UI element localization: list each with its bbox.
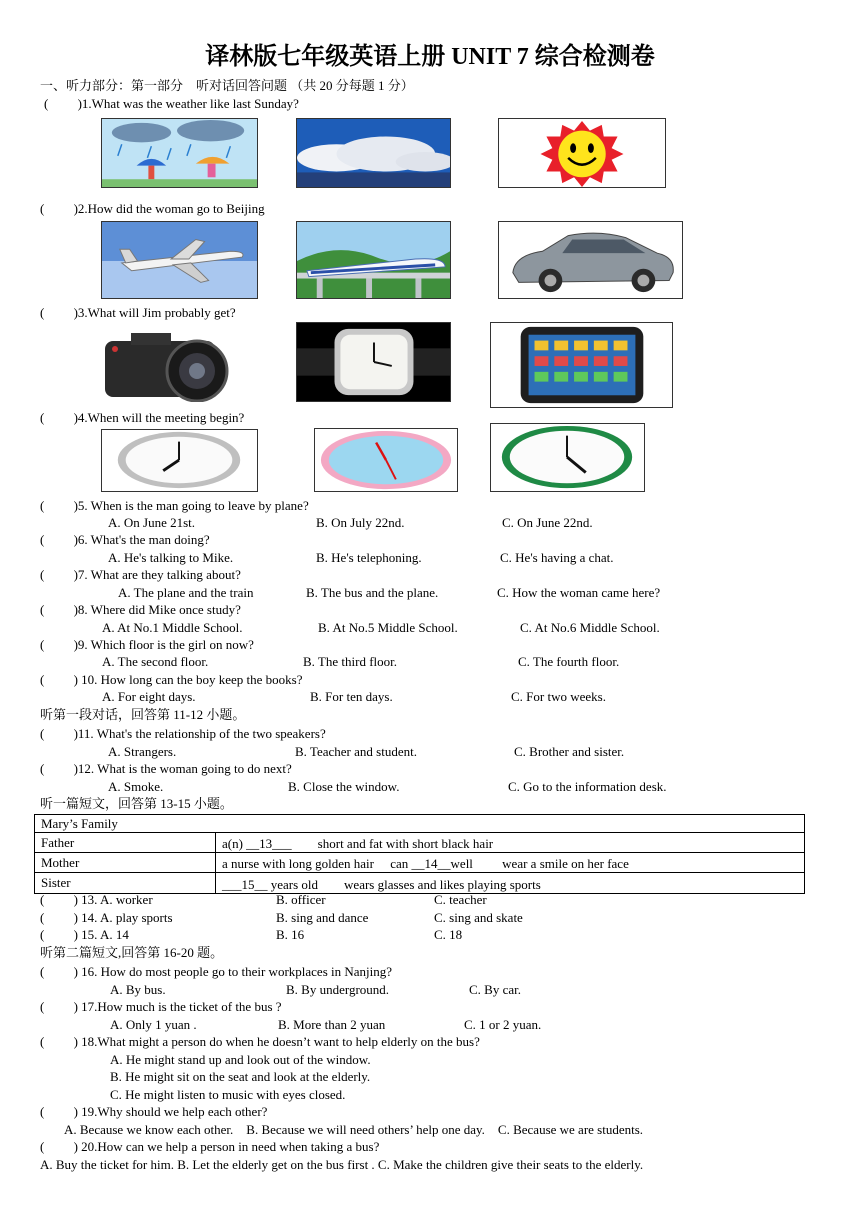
option-8c: C. At No.6 Middle School. xyxy=(520,620,660,635)
question-19: ( ) 19.Why should we help each other? xyxy=(40,1104,268,1119)
option-13b: B. officer xyxy=(276,892,326,907)
option-9b: B. The third floor. xyxy=(303,654,398,669)
question-15: ( ) 15. A. 14 xyxy=(40,927,129,942)
section-heading: 听第二篇短文,回答第 16-20 题。 xyxy=(40,945,224,960)
section-heading: 一、听力部分：第一部分 听对话回答问题 （共 20 分每题 1 分） xyxy=(40,78,414,93)
option-8a: A. At No.1 Middle School. xyxy=(102,620,243,635)
option-17c: C. 1 or 2 yuan. xyxy=(464,1017,542,1032)
cloudy-sky-image xyxy=(296,118,451,188)
option-13c: C. teacher xyxy=(434,892,487,907)
option-16a: A. By bus. xyxy=(110,982,166,997)
option-16c: C. By car. xyxy=(469,982,521,997)
question-5: ( )5. When is the man going to leave by plane? xyxy=(40,498,309,513)
car-image xyxy=(498,221,683,299)
option-6a: A. He's talking to Mike. xyxy=(108,550,234,565)
question-8: ( )8. Where did Mike once study? xyxy=(40,602,241,617)
rainy-weather-image xyxy=(101,118,258,188)
question-13: ( ) 13. A. worker xyxy=(40,892,153,907)
option-5c: C. On June 22nd. xyxy=(502,515,593,530)
airplane-image xyxy=(101,221,258,299)
table-cell: a nurse with long golden hair can __14__well wear a smile on her face xyxy=(216,853,805,873)
option-12a: A. Smoke. xyxy=(108,779,164,794)
question-17: ( ) 17.How much is the ticket of the bus ? xyxy=(40,999,282,1014)
table-cell: Father xyxy=(35,833,216,853)
option-8b: B. At No.5 Middle School. xyxy=(318,620,458,635)
phone-image xyxy=(490,322,673,408)
option-15b: B. 16 xyxy=(276,927,305,942)
option-14b: B. sing and dance xyxy=(276,910,369,925)
question-12: ( )12. What is the woman going to do next? xyxy=(40,761,292,776)
question-18: ( ) 18.What might a person do when he doesn’t want to help elderly on the bus? xyxy=(40,1034,480,1049)
sunny-image xyxy=(498,118,666,188)
question-2: ( )2.How did the woman go to Beijing xyxy=(40,201,265,216)
option-6c: C. He's having a chat. xyxy=(500,550,614,565)
options-20: A. Buy the ticket for him. B. Let the elderly get on the bus first . C. Make the children give their seats to the elderly. xyxy=(40,1157,644,1172)
section-heading: 听第一段对话，回答第 11-12 小题。 xyxy=(40,707,246,722)
clock-image-c xyxy=(490,423,645,492)
question-11: ( )11. What's the relationship of the two speakers? xyxy=(40,726,326,741)
option-11b: B. Teacher and student. xyxy=(295,744,417,759)
option-17b: B. More than 2 yuan xyxy=(278,1017,386,1032)
table-cell: Sister xyxy=(35,873,216,894)
question-6: ( )6. What's the man doing? xyxy=(40,532,210,547)
table-cell: a(n) __13___ short and fat with short black hair xyxy=(216,833,805,853)
family-table xyxy=(34,814,805,894)
option-10c: C. For two weeks. xyxy=(511,689,606,704)
question-9: ( )9. Which floor is the girl on now? xyxy=(40,637,254,652)
option-10b: B. For ten days. xyxy=(310,689,393,704)
section-heading: 听一篇短文，回答第 13-15 小题。 xyxy=(40,796,233,811)
table-row xyxy=(35,815,805,833)
page-title: 译林版七年级英语上册 UNIT 7 综合检测卷 xyxy=(205,44,655,70)
option-7b: B. The bus and the plane. xyxy=(306,585,439,600)
camera-image xyxy=(101,327,258,402)
option-12b: B. Close the window. xyxy=(288,779,400,794)
question-10: ( ) 10. How long can the boy keep the books? xyxy=(40,672,303,687)
options-19: A. Because we know each other. B. Because we will need others’ help one day. C. Because we are students. xyxy=(64,1122,644,1137)
option-18b: B. He might sit on the seat and look at the elderly. xyxy=(110,1069,371,1084)
option-17a: A. Only 1 yuan . xyxy=(110,1017,197,1032)
option-9a: A. The second floor. xyxy=(102,654,209,669)
option-12c: C. Go to the information desk. xyxy=(508,779,667,794)
question-16: ( ) 16. How do most people go to their workplaces in Nanjing? xyxy=(40,964,393,979)
table-row xyxy=(35,833,805,853)
train-image xyxy=(296,221,451,299)
option-6b: B. He's telephoning. xyxy=(316,550,422,565)
option-11c: C. Brother and sister. xyxy=(514,744,625,759)
question-1: ( )1.What was the weather like last Sunday? xyxy=(44,96,299,111)
table-heading: Mary’s Family xyxy=(35,815,805,833)
option-9c: C. The fourth floor. xyxy=(518,654,620,669)
question-4: ( )4.When will the meeting begin? xyxy=(40,410,245,425)
option-18a: A. He might stand up and look out of the window. xyxy=(110,1052,371,1067)
option-7c: C. How the woman came here? xyxy=(497,585,661,600)
option-16b: B. By underground. xyxy=(286,982,390,997)
table-cell: Mother xyxy=(35,853,216,873)
question-20: ( ) 20.How can we help a person in need when taking a bus? xyxy=(40,1139,380,1154)
option-14c: C. sing and skate xyxy=(434,910,523,925)
option-5a: A. On June 21st. xyxy=(108,515,196,530)
clock-image-a xyxy=(101,429,258,492)
option-7a: A. The plane and the train xyxy=(118,585,254,600)
table-cell: ___15__ years old wears glasses and likes playing sports xyxy=(216,873,805,894)
question-3: ( )3.What will Jim probably get? xyxy=(40,305,236,320)
option-15c: C. 18 xyxy=(434,927,463,942)
clock-image-b xyxy=(314,428,458,492)
option-11a: A. Strangers. xyxy=(108,744,177,759)
question-14: ( ) 14. A. play sports xyxy=(40,910,173,925)
option-10a: A. For eight days. xyxy=(102,689,196,704)
option-18c: C. He might listen to music with eyes closed. xyxy=(110,1087,346,1102)
option-5b: B. On July 22nd. xyxy=(316,515,405,530)
watch-image xyxy=(296,322,451,402)
table-row xyxy=(35,853,805,873)
question-7: ( )7. What are they talking about? xyxy=(40,567,241,582)
